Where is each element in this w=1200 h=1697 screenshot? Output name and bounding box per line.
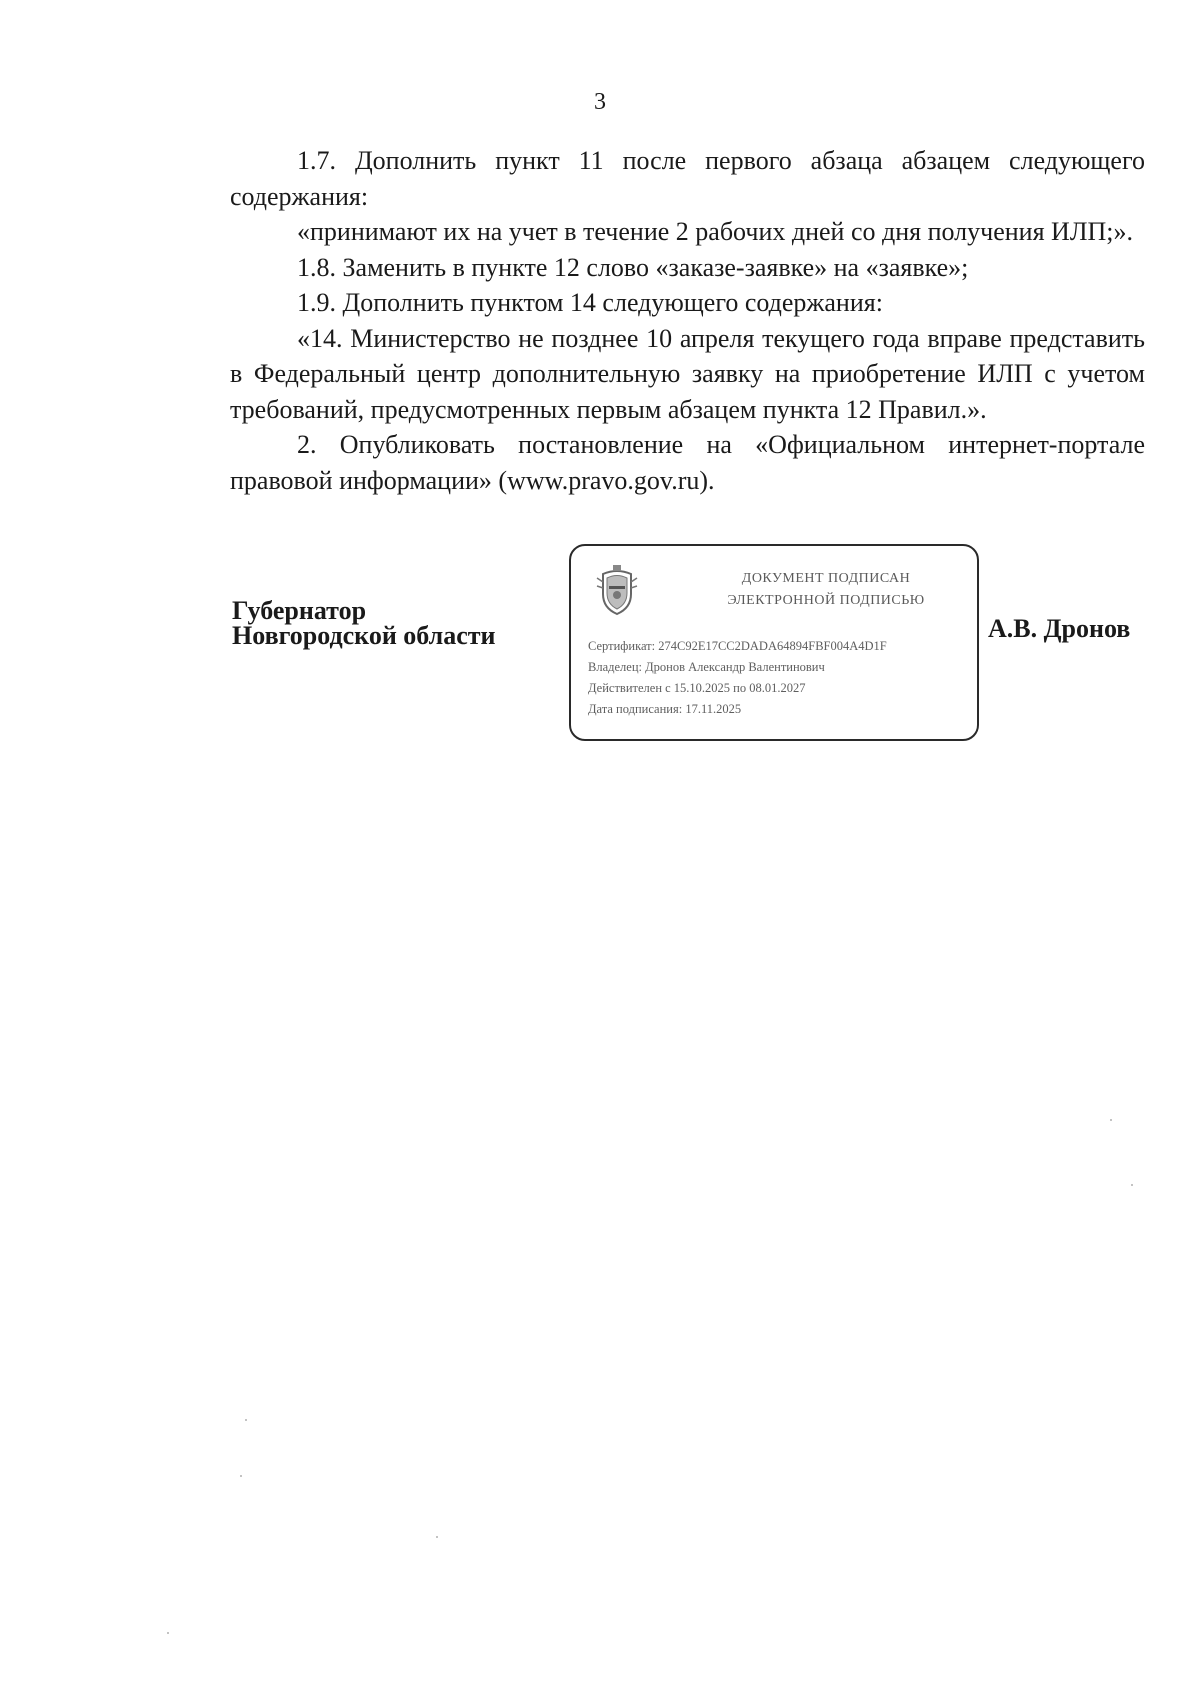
scan-speck bbox=[240, 1475, 242, 1477]
paragraph-quote-14: «14. Министерство не позднее 10 апреля текущего года вправе представить в Федеральный центр дополнительную заявку на приобретение ИЛП с учетом требований, предусмотренных первым абзацем пункта 12 Правил.». bbox=[230, 323, 1145, 424]
signer-title-line-1: Губернатор bbox=[232, 596, 367, 625]
paragraph-1-8: 1.8. Заменить в пункте 12 слово «заказе-заявке» на «заявке»; bbox=[297, 252, 969, 282]
paragraph-2: 2. Опубликовать постановление на «Официальном интернет-портале правовой информации» (www.pravo.gov.ru). bbox=[230, 430, 1145, 495]
stamp-certificate: Сертификат: 274C92E17CC2DADA64894FBF004A4D1F bbox=[588, 639, 887, 653]
stamp-heading-line-1: ДОКУМЕНТ ПОДПИСАН bbox=[741, 571, 911, 586]
document-body bbox=[230, 143, 1145, 498]
scan-speck bbox=[1131, 1184, 1133, 1186]
stamp-owner: Владелец: Дронов Александр Валентинович bbox=[588, 660, 825, 674]
paragraph-1-9: 1.9. Дополнить пунктом 14 следующего содержания: bbox=[297, 288, 883, 317]
signer-title bbox=[232, 598, 496, 648]
stamp-heading bbox=[691, 568, 961, 612]
paragraph-quote-1: «принимают их на учет в течение 2 рабочих дней со дня получения ИЛП;». bbox=[297, 217, 1133, 246]
page-number: 3 bbox=[594, 89, 606, 115]
electronic-signature-stamp bbox=[569, 544, 979, 741]
stamp-validity: Действителен с 15.10.2025 по 08.01.2027 bbox=[588, 681, 806, 695]
signer-name: А.В. Дронов bbox=[988, 614, 1131, 643]
scan-speck bbox=[167, 1632, 169, 1634]
paragraph-1-7: 1.7. Дополнить пункт 11 после первого абзаца абзацем следующего содержания: bbox=[230, 146, 1145, 211]
signer-title-line-2: Новгородской области bbox=[232, 621, 496, 650]
stamp-signing-date: Дата подписания: 17.11.2025 bbox=[588, 702, 742, 716]
scan-speck bbox=[245, 1419, 247, 1421]
scan-speck bbox=[1110, 1119, 1112, 1121]
coat-of-arms-icon bbox=[595, 564, 639, 616]
stamp-heading-line-2: ЭЛЕКТРОННОЙ ПОДПИСЬЮ bbox=[727, 593, 925, 608]
stamp-details bbox=[588, 636, 969, 720]
scan-speck bbox=[436, 1536, 438, 1538]
